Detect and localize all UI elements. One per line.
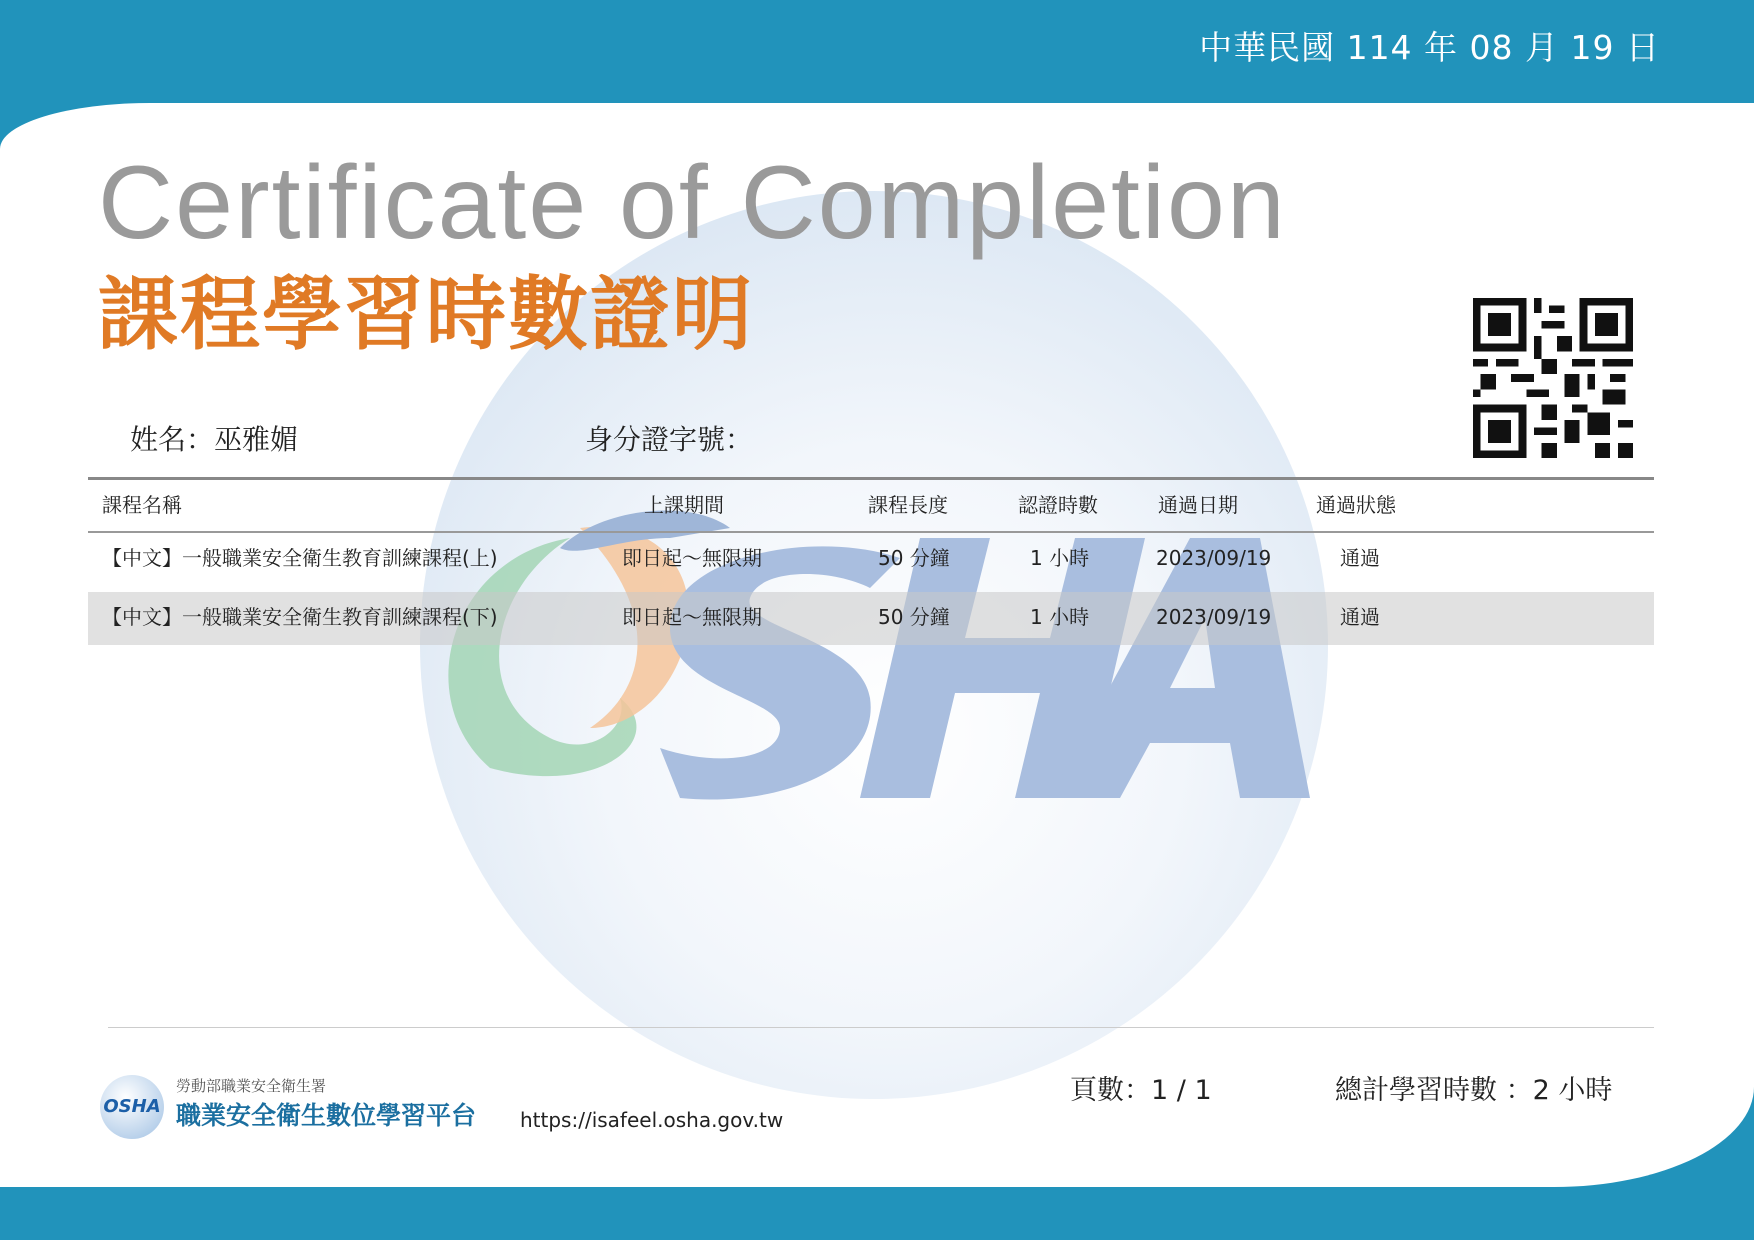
platform-name: 職業安全衛生數位學習平台 — [176, 1101, 477, 1130]
header-status: 通過狀態 — [1316, 493, 1396, 517]
issue-date: 中華民國 114 年 08 月 19 日 — [1199, 28, 1660, 67]
pass-date: 2023/09/19 — [1156, 546, 1272, 570]
title-english: Certificate of Completion — [98, 145, 1287, 261]
course-period: 即日起～無限期 — [622, 605, 762, 629]
agency-name: 勞動部職業安全衛生署 — [176, 1077, 327, 1095]
course-period: 即日起～無限期 — [622, 546, 762, 570]
pass-status: 通過 — [1340, 546, 1380, 570]
osha-logo: OSHA — [100, 1075, 164, 1139]
table-header — [88, 480, 1654, 533]
pass-date: 2023/09/19 — [1156, 605, 1272, 629]
course-length: 50 分鐘 — [878, 546, 950, 570]
pass-status: 通過 — [1340, 605, 1380, 629]
total-hours: 總計學習時數 ：2 小時 — [1335, 1075, 1613, 1106]
course-table — [88, 477, 1654, 645]
certificate-page — [0, 103, 1754, 1187]
header-hours: 認證時數 — [1018, 493, 1098, 517]
course-hours: 1 小時 — [1030, 605, 1090, 629]
course-hours: 1 小時 — [1030, 546, 1090, 570]
platform-url[interactable]: https://isafeel.osha.gov.tw — [520, 1108, 784, 1132]
header-length: 課程長度 — [868, 493, 948, 517]
course-name: 【中文】一般職業安全衛生教育訓練課程(上) — [102, 546, 498, 570]
title-chinese: 課程學習時數證明 — [98, 268, 754, 361]
qr-code — [1473, 298, 1633, 458]
header-course-name: 課程名稱 — [102, 493, 182, 517]
page-number: 頁數：1 / 1 — [1070, 1075, 1212, 1106]
header-period: 上課期間 — [644, 493, 724, 517]
table-row — [88, 533, 1654, 586]
holder-name: 姓名：巫雅媚 — [130, 423, 299, 456]
course-name: 【中文】一般職業安全衛生教育訓練課程(下) — [102, 605, 498, 629]
header-pass-date: 通過日期 — [1158, 493, 1238, 517]
footer-divider — [108, 1027, 1654, 1028]
table-row — [88, 592, 1654, 645]
course-length: 50 分鐘 — [878, 605, 950, 629]
holder-id: 身分證字號： — [585, 423, 754, 456]
